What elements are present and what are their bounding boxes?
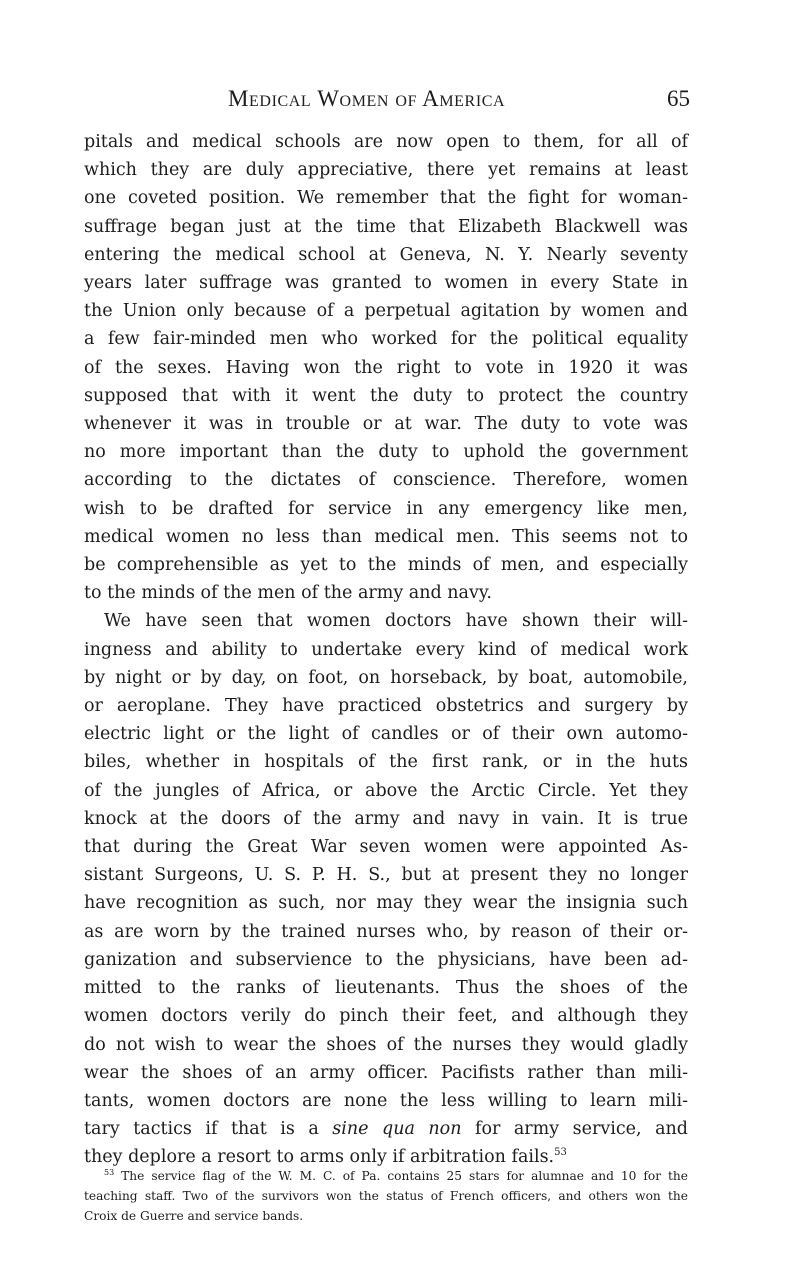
footnote <box>84 1166 688 1226</box>
italic-phrase: sine qua non <box>332 1119 462 1140</box>
text-line: be comprehensible as yet to the minds of men, and especially <box>84 555 688 576</box>
text-segment: they deplore a resort to arms only if arbitration fails. <box>84 1147 555 1168</box>
text-line: of the jungles of Africa, or above the Arctic Circle. Yet they <box>84 780 688 801</box>
text-line: wear the shoes of an army officer. Pacifists rather than mili- <box>84 1062 688 1083</box>
footnote-line <box>84 1166 688 1186</box>
text-line: women doctors verily do pinch their feet, and although they <box>84 1006 688 1027</box>
running-title: Medical Women of America <box>228 86 506 111</box>
text-line: suffrage began just at the time that Elizabeth Blackwell was <box>84 216 688 237</box>
text-line: tants, women doctors are none the less willing to learn mili- <box>84 1090 688 1111</box>
footnote-line: Croix de Guerre and service bands. <box>84 1209 304 1223</box>
text-line: by night or by day, on foot, on horseback, by boat, automobile, <box>84 667 688 688</box>
body-text <box>84 128 688 1172</box>
text-line: supposed that with it went the duty to protect the country <box>84 385 688 406</box>
footnote-reference: 53 <box>554 1147 567 1159</box>
text-line: ingness and ability to undertake every kind of medical work <box>84 639 688 660</box>
text-line: which they are duly appreciative, there yet remains at least <box>84 160 688 181</box>
text-line: one coveted position. We remember that the fight for woman- <box>84 188 688 209</box>
text-line: wish to be drafted for service in any emergency like men, <box>84 498 688 519</box>
text-line: a few fair-minded men who worked for the political equality <box>84 329 688 350</box>
text-line: no more important than the duty to uphold the government <box>84 442 688 463</box>
footnote-marker: 53 <box>104 1167 115 1177</box>
text-line: We have seen that women doctors have shown their will- <box>104 611 688 632</box>
text-line: sistant Surgeons, U. S. P. H. S., but at present they no longer <box>84 865 688 886</box>
text-line: mitted to the ranks of lieutenants. Thus the shoes of the <box>84 978 688 999</box>
footnote-text: The service flag of the W. M. C. of Pa. contains 25 stars for alumnae and 10 for the <box>114 1169 688 1183</box>
text-line: knock at the doors of the army and navy in vain. It is true <box>84 808 688 829</box>
text-line: according to the dictates of conscience. Therefore, women <box>84 470 688 491</box>
text-line: as are worn by the trained nurses who, by reason of their or- <box>84 921 688 942</box>
text-line: electric light or the light of candles or of their own automo- <box>84 724 688 745</box>
text-line: ganization and subservience to the physicians, have been ad- <box>84 949 688 970</box>
text-line: have recognition as such, nor may they wear the insignia such <box>84 893 688 914</box>
text-line: to the minds of the men of the army and navy. <box>84 583 492 604</box>
text-line: years later suffrage was granted to women in every State in <box>84 273 688 294</box>
footnote-line: teaching staff. Two of the survivors won the status of French officers, and others won the <box>84 1189 688 1203</box>
text-line: whenever it was in trouble or at war. The duty to vote was <box>84 414 688 435</box>
text-segment: tary tactics if that is a <box>84 1119 333 1140</box>
text-line: the Union only because of a perpetual agitation by women and <box>84 301 688 322</box>
text-line: pitals and medical schools are now open to them, for all of <box>84 132 688 152</box>
text-line: medical women no less than medical men. This seems not to <box>84 526 688 547</box>
text-line: that during the Great War seven women were appointed As- <box>84 837 688 858</box>
text-line: or aeroplane. They have practiced obstetrics and surgery by <box>84 696 688 717</box>
text-line-with-italic <box>84 1115 688 1143</box>
page-number: 65 <box>667 86 690 111</box>
text-line: entering the medical school at Geneva, N. Y. Nearly seventy <box>84 244 688 265</box>
text-line: do not wish to wear the shoes of the nurses they would gladly <box>84 1034 688 1055</box>
running-head <box>228 86 690 116</box>
text-line: biles, whether in hospitals of the first rank, or in the huts <box>84 752 688 773</box>
text-line: of the sexes. Having won the right to vote in 1920 it was <box>84 357 688 378</box>
text-segment: for army service, and <box>461 1119 688 1140</box>
